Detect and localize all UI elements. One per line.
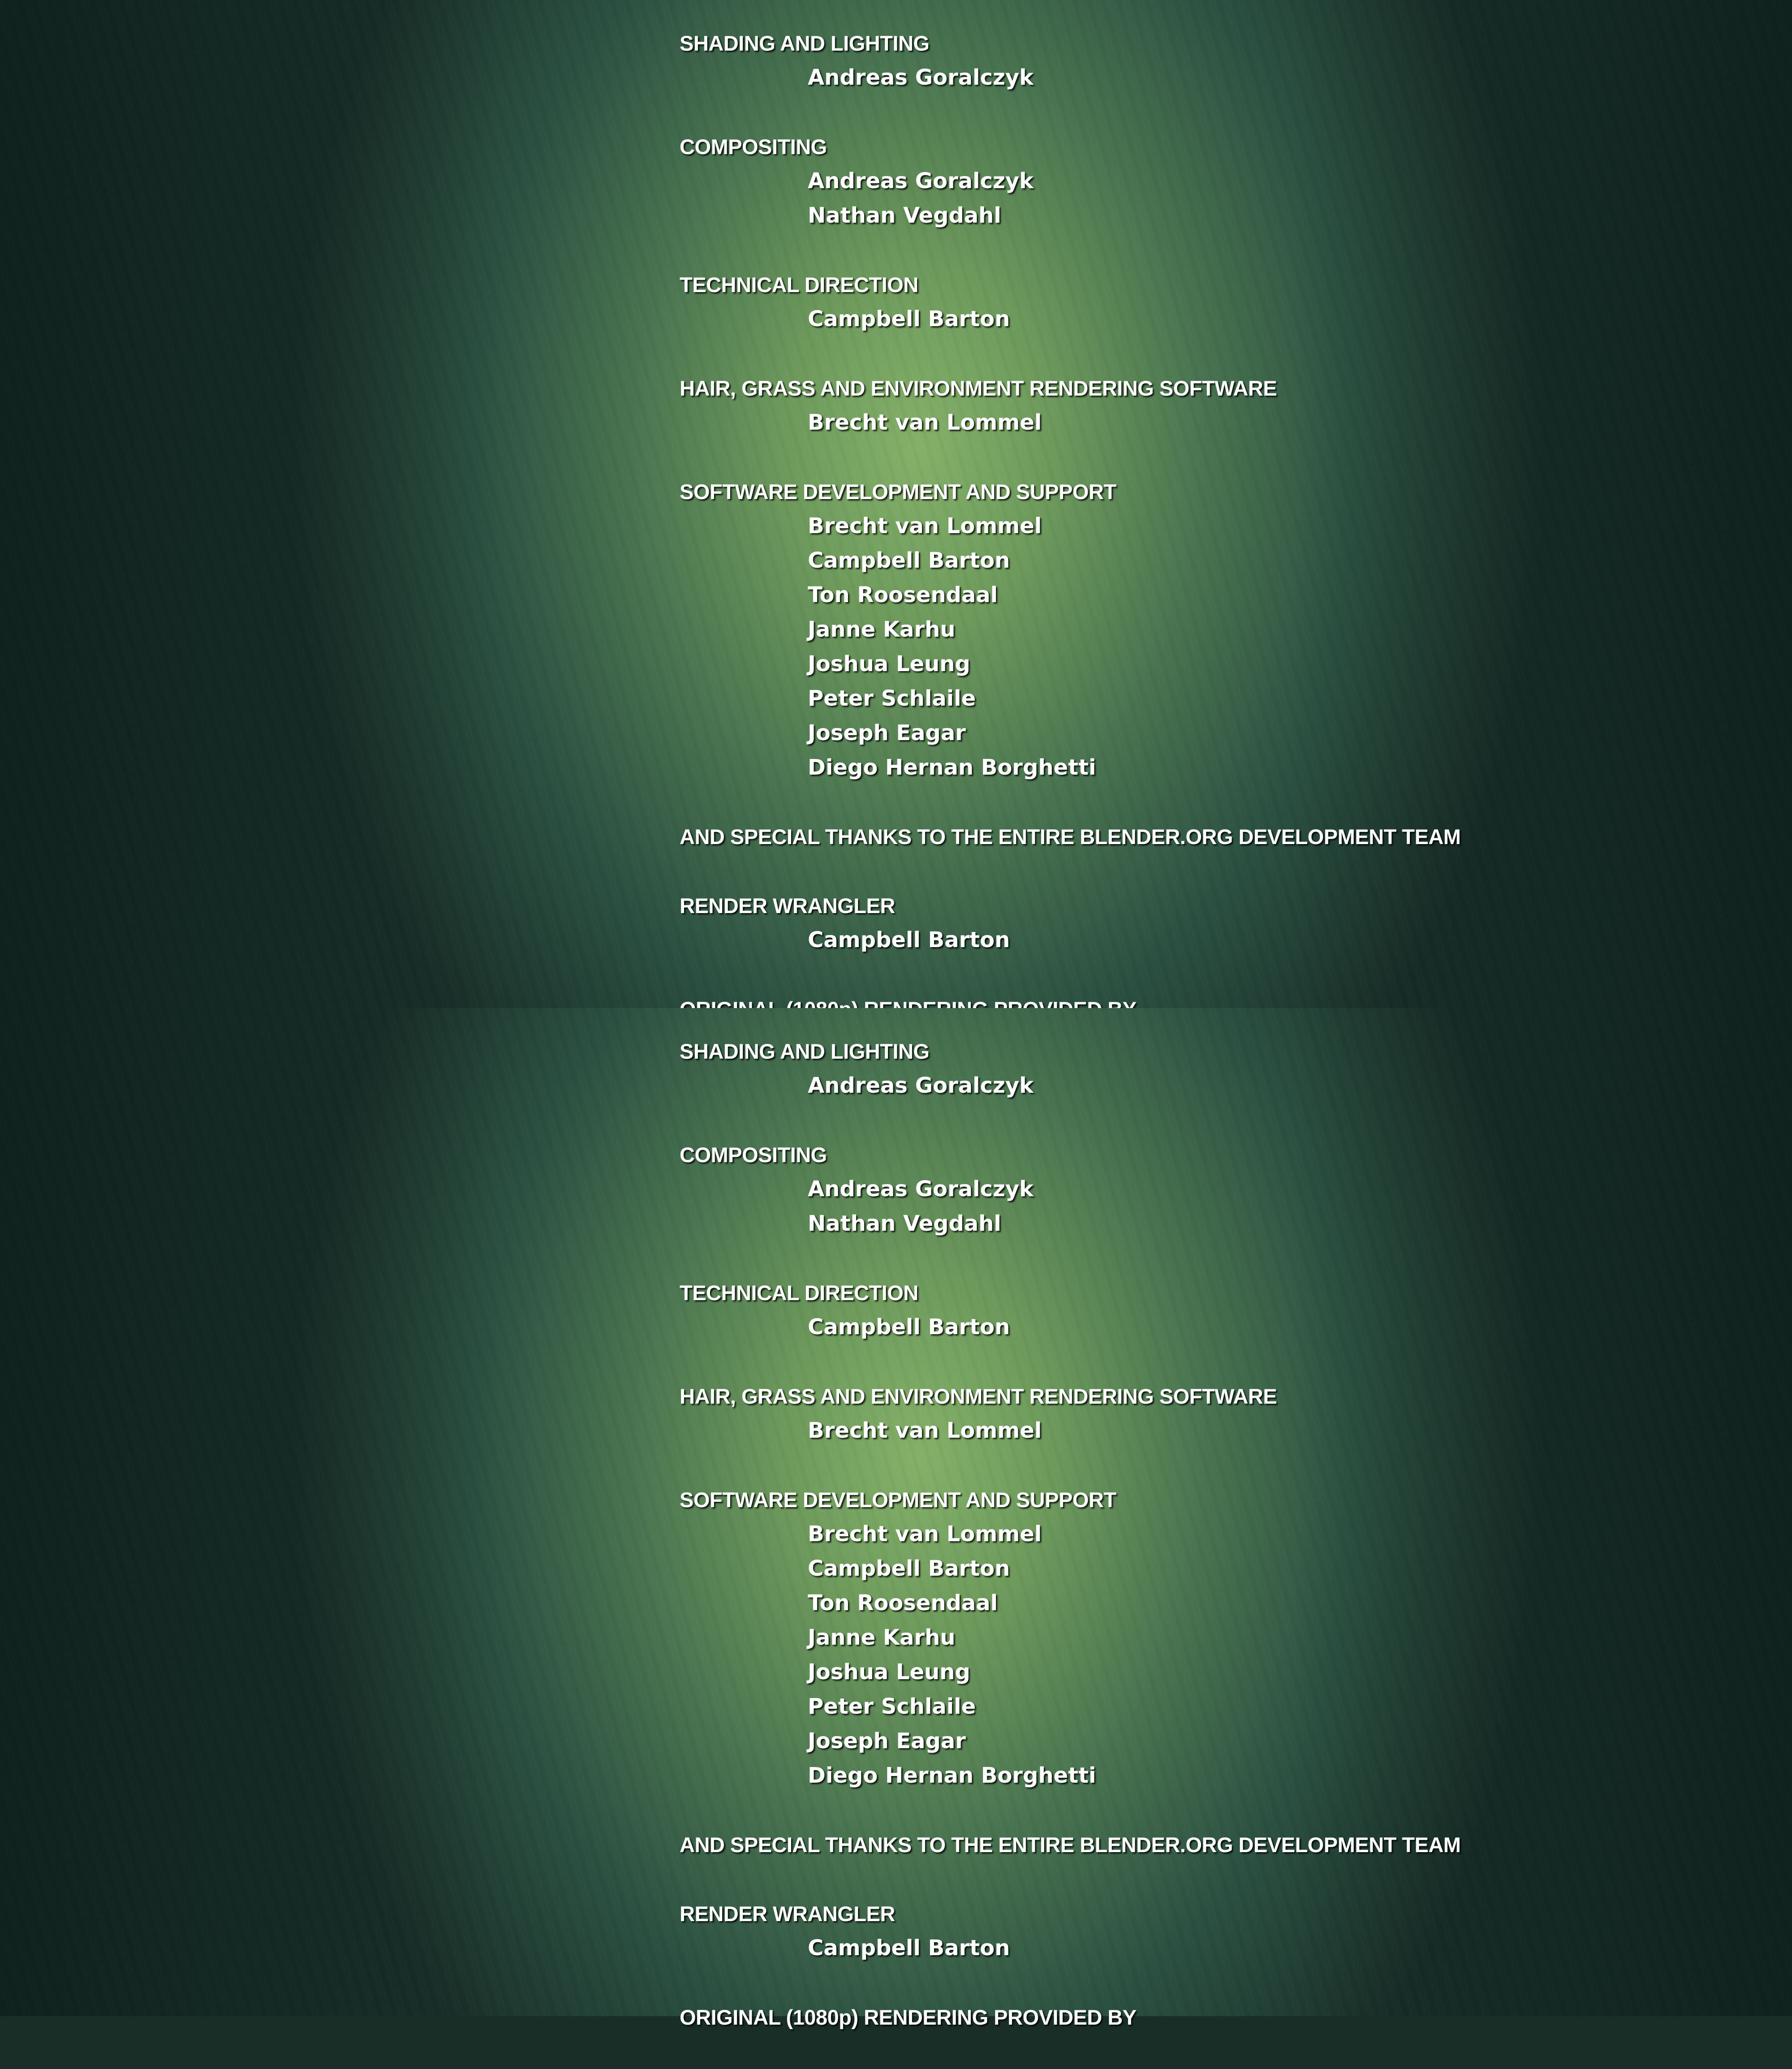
credit-heading: SHADING AND LIGHTING: [680, 1034, 1755, 1069]
credit-name: Diego Hernan Borghetti: [680, 1759, 1755, 1793]
credit-name: Brecht van Lommel: [680, 405, 1755, 440]
credit-name: Campbell Barton: [680, 923, 1755, 957]
credit-heading: ORIGINAL (1080p) RENDERING PROVIDED BY: [680, 2000, 1755, 2035]
credit-name: Nathan Vegdahl: [680, 1207, 1755, 1241]
credit-heading: SOFTWARE DEVELOPMENT AND SUPPORT: [680, 1483, 1755, 1517]
credit-name: Andreas Goralczyk: [680, 1069, 1755, 1103]
credit-name: Brecht van Lommel: [680, 1517, 1755, 1552]
credit-name: Peter Schlaile: [680, 681, 1755, 716]
credit-heading: RENDER WRANGLER: [680, 1897, 1755, 1931]
credit-heading: SHADING AND LIGHTING: [680, 26, 1755, 60]
credit-name: Andreas Goralczyk: [680, 60, 1755, 95]
credit-heading: HAIR, GRASS AND ENVIRONMENT RENDERING SOFTWARE: [680, 1379, 1755, 1414]
credit-name: Ton Roosendaal: [680, 578, 1755, 612]
credit-name: Joseph Eagar: [680, 716, 1755, 750]
credit-name: Brecht van Lommel: [680, 509, 1755, 543]
credit-name: Nathan Vegdahl: [680, 198, 1755, 233]
credit-heading: HAIR, GRASS AND ENVIRONMENT RENDERING SOFTWARE: [680, 371, 1755, 405]
credit-name: Campbell Barton: [680, 543, 1755, 578]
credit-heading: AND SPECIAL THANKS TO THE ENTIRE BLENDER.ORG DEVELOPMENT TEAM: [680, 1828, 1755, 1862]
credit-name: Campbell Barton: [680, 1552, 1755, 1586]
credit-name: Diego Hernan Borghetti: [680, 750, 1755, 785]
credit-name: Peter Schlaile: [680, 1690, 1755, 1724]
credit-name: Ton Roosendaal: [680, 1586, 1755, 1621]
credit-name: Joshua Leung: [680, 647, 1755, 681]
credit-heading: AND SPECIAL THANKS TO THE ENTIRE BLENDER.ORG DEVELOPMENT TEAM: [680, 819, 1755, 854]
credit-heading: TECHNICAL DIRECTION: [680, 1276, 1755, 1310]
credit-heading: COMPOSITING: [680, 1138, 1755, 1172]
credit-heading: COMPOSITING: [680, 129, 1755, 164]
credit-name: Janne Karhu: [680, 1621, 1755, 1655]
credit-name: Brecht van Lommel: [680, 1414, 1755, 1448]
credit-name: Joseph Eagar: [680, 1724, 1755, 1759]
credit-name: Joshua Leung: [680, 1655, 1755, 1690]
credit-name: Campbell Barton: [680, 302, 1755, 336]
credit-name: Andreas Goralczyk: [680, 164, 1755, 198]
credit-name: Campbell Barton: [680, 1931, 1755, 1966]
credit-name: Andreas Goralczyk: [680, 1172, 1755, 1207]
credit-heading: RENDER WRANGLER: [680, 888, 1755, 923]
credit-name: Campbell Barton: [680, 1310, 1755, 1345]
credit-heading: TECHNICAL DIRECTION: [680, 267, 1755, 302]
credit-heading: SOFTWARE DEVELOPMENT AND SUPPORT: [680, 474, 1755, 509]
credit-name: Janne Karhu: [680, 612, 1755, 647]
